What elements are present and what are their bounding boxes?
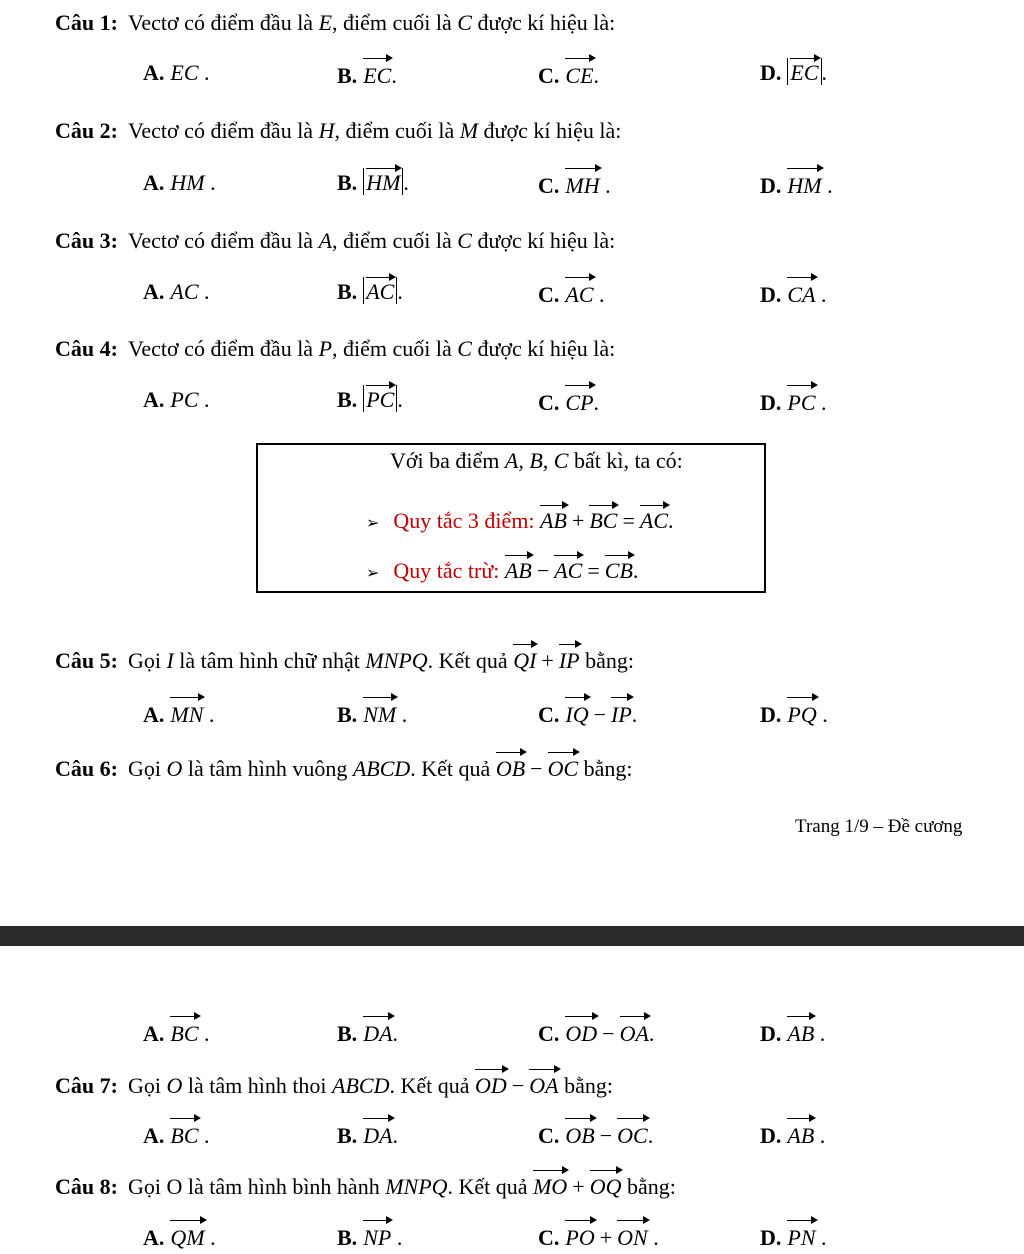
option-b[interactable]: B. DA. [337, 1118, 398, 1151]
rule-three-points: ➢ Quy tắc 3 điểm: AB + BC = AC. [366, 505, 674, 534]
vector: EC [363, 58, 391, 91]
option-b[interactable]: B. NP . [337, 1220, 402, 1253]
vector: OA [620, 1016, 649, 1049]
vector: OC [617, 1118, 648, 1151]
abs-value [787, 58, 821, 85]
options-5 [0, 697, 1024, 727]
option-c[interactable]: C. CP. [538, 385, 599, 418]
vector: CB [605, 555, 633, 584]
question-8: Câu 8: Gọi O là tâm hình bình hành MNPQ. Kết quả MO + OQ bằng: [55, 1170, 676, 1201]
option-b[interactable]: B. HM . [337, 170, 409, 195]
vector: MH [565, 168, 599, 201]
options-8 [0, 1220, 1024, 1250]
option-a[interactable]: A. AC . [143, 279, 210, 304]
arrow-bullet-icon: ➢ [366, 565, 380, 582]
options-6 [0, 1016, 1024, 1046]
vector: AC [565, 277, 593, 310]
vector: OQ [590, 1170, 622, 1201]
question-4: Câu 4: Vectơ có điểm đầu là P, điểm cuối là C được kí hiệu là: [55, 336, 616, 361]
option-b[interactable]: B. EC. [337, 58, 397, 91]
options-1 [0, 58, 1024, 88]
options-2 [0, 168, 1024, 198]
vector: DA [363, 1016, 392, 1049]
option-b[interactable]: B. NM . [337, 697, 407, 730]
options-4 [0, 385, 1024, 415]
vector: OA [529, 1069, 558, 1100]
vector: HM [366, 170, 401, 195]
vector: EC [790, 60, 819, 85]
option-a[interactable]: A. PC . [143, 387, 210, 412]
vector: IP [559, 644, 580, 675]
options-3 [0, 277, 1024, 307]
vector: HM [787, 168, 821, 201]
vector: AB [787, 1016, 814, 1049]
vector: OB [565, 1118, 594, 1151]
vector: PN [787, 1220, 815, 1253]
vector: OC [548, 752, 579, 783]
vector: BC [170, 1118, 198, 1151]
vector: AC [554, 555, 582, 584]
option-d[interactable]: D. AB . [760, 1016, 825, 1049]
option-c[interactable]: C. PO + ON . [538, 1220, 659, 1253]
vector: QM [170, 1220, 204, 1253]
question-5: Câu 5: Gọi I là tâm hình chữ nhật MNPQ. Kết quả QI + IP bằng: [55, 644, 634, 675]
vector: BC [589, 505, 617, 534]
option-b[interactable]: B. PC . [337, 387, 403, 412]
vector: DA [363, 1118, 392, 1151]
question-1: Câu 1: Vectơ có điểm đầu là E, điểm cuối là C được kí hiệu là: [55, 10, 616, 35]
arrow-bullet-icon: ➢ [366, 515, 380, 532]
option-a[interactable]: A. BC . [143, 1016, 210, 1049]
vector: IP [611, 697, 632, 730]
vector: IQ [565, 697, 588, 730]
vector: OD [565, 1016, 597, 1049]
abs-value [363, 385, 397, 412]
vector: PC [787, 385, 815, 418]
vector: AC [366, 279, 395, 304]
option-b[interactable]: B. DA. [337, 1016, 398, 1049]
vector: ON [617, 1220, 648, 1253]
option-c[interactable]: C. OB − OC. [538, 1118, 653, 1151]
option-d[interactable]: D. PC . [760, 385, 827, 418]
rule-subtraction: ➢ Quy tắc trừ: AB − AC = CB. [366, 555, 638, 584]
option-d[interactable]: D. HM . [760, 168, 833, 201]
option-d[interactable]: D. PQ . [760, 697, 828, 730]
option-a[interactable]: A. EC . [143, 60, 210, 85]
vector: AB [787, 1118, 814, 1151]
abs-value [363, 168, 403, 195]
option-c[interactable]: C. OD − OA. [538, 1016, 654, 1049]
option-d[interactable]: D. CA . [760, 277, 827, 310]
question-6: Câu 6: Gọi O là tâm hình vuông ABCD. Kết quả OB − OC bằng: [55, 752, 633, 783]
option-c[interactable]: C. IQ − IP. [538, 697, 637, 730]
vector: MN [170, 697, 203, 730]
vector: AC [640, 505, 668, 534]
vector: OD [475, 1069, 507, 1100]
vector: OB [496, 752, 525, 783]
vector: PC [366, 387, 395, 412]
rule-intro: Với ba điểm A, B, C bất kì, ta có: [390, 448, 683, 473]
vector: NM [363, 697, 396, 730]
vector: NP [363, 1220, 391, 1253]
vector: QI [513, 644, 536, 675]
vector: CE [565, 58, 593, 91]
page-break-bar [0, 926, 1024, 946]
vector: PO [565, 1220, 594, 1253]
option-a[interactable]: A. HM . [143, 170, 216, 195]
option-a[interactable]: A. QM . [143, 1220, 216, 1253]
page-footer: Trang 1/9 – Đề cương [795, 816, 963, 837]
option-d[interactable]: D. AB . [760, 1118, 825, 1151]
option-c[interactable]: C. AC . [538, 277, 605, 310]
option-c[interactable]: C. MH . [538, 168, 611, 201]
question-7: Câu 7: Gọi O là tâm hình thoi ABCD. Kết quả OD − OA bằng: [55, 1069, 613, 1100]
options-7 [0, 1118, 1024, 1148]
question-3: Câu 3: Vectơ có điểm đầu là A, điểm cuối là C được kí hiệu là: [55, 228, 616, 253]
vector: PQ [787, 697, 816, 730]
option-c[interactable]: C. CE. [538, 58, 599, 91]
vector: CA [787, 277, 815, 310]
option-b[interactable]: B. AC . [337, 279, 403, 304]
vector: CP [565, 385, 593, 418]
question-2: Câu 2: Vectơ có điểm đầu là H, điểm cuối là M được kí hiệu là: [55, 118, 622, 143]
option-d[interactable]: D. PN . [760, 1220, 827, 1253]
option-a[interactable]: A. MN . [143, 697, 214, 730]
vector: AB [505, 555, 532, 584]
option-a[interactable]: A. BC . [143, 1118, 210, 1151]
vector: BC [170, 1016, 198, 1049]
vector: MO [533, 1170, 567, 1201]
option-d[interactable]: D. EC . [760, 60, 828, 85]
vector: AB [540, 505, 567, 534]
rule-box [256, 443, 766, 593]
abs-value [363, 277, 397, 304]
